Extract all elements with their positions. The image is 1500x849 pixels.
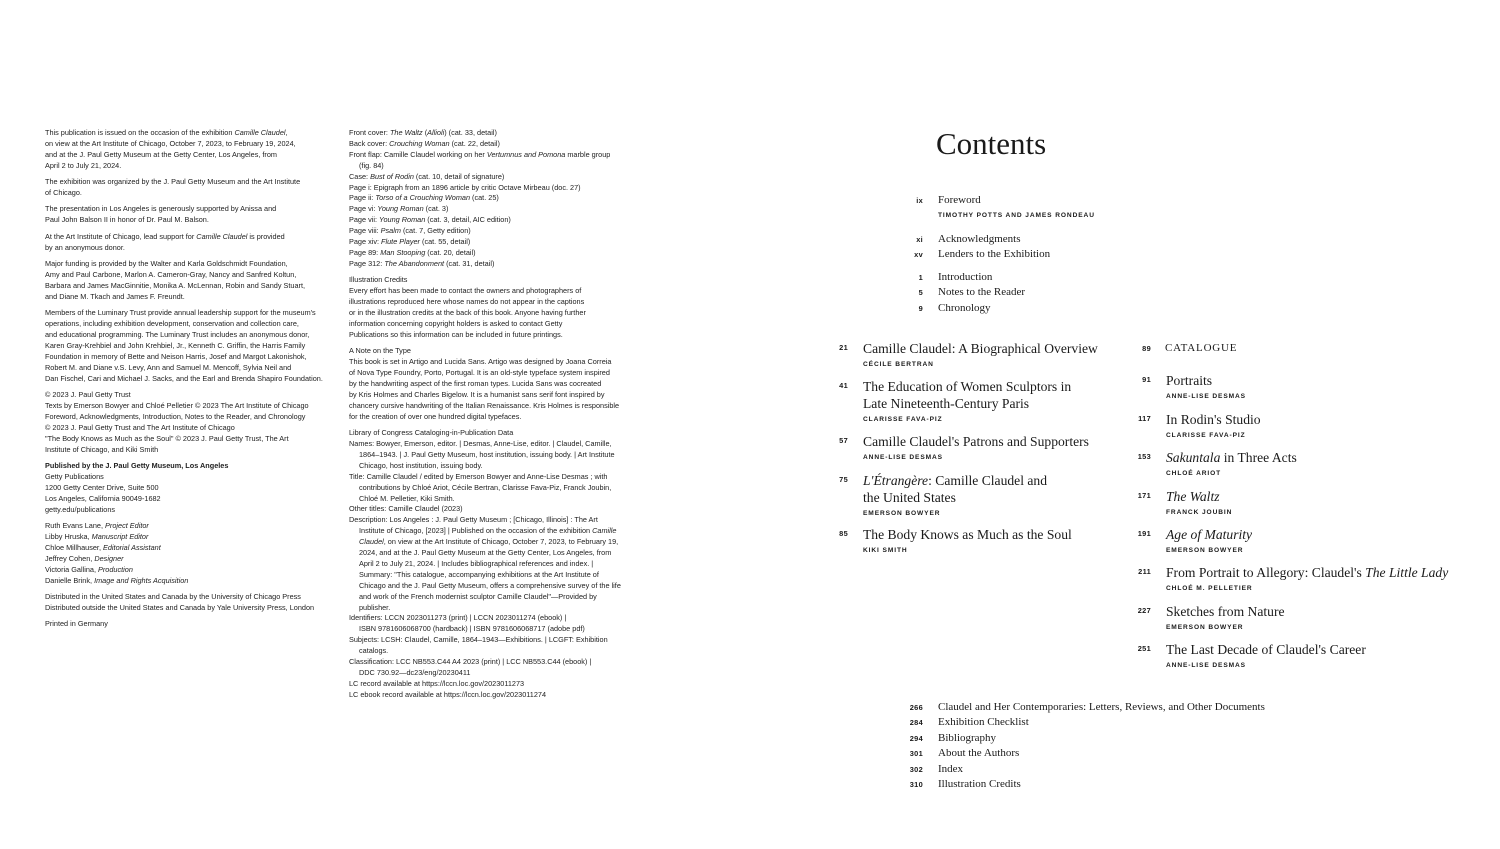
staff-name: Chloe Millhauser,: [45, 542, 103, 552]
type-note: [349, 346, 641, 422]
entry-title: [1166, 449, 1297, 466]
staff-credit: [45, 565, 337, 576]
text: (: [422, 128, 428, 137]
text: Institute of Chicago, [2023] | Published on the occasion of the exhibition: [359, 526, 593, 536]
artwork-title: The Abandonment: [384, 258, 445, 268]
text-line: catalogs.: [359, 646, 389, 656]
staff-name: Jeffrey Cohen,: [45, 553, 95, 563]
artwork-title: The Waltz: [389, 128, 423, 137]
text-line: of Chicago.: [45, 188, 82, 198]
entry-author: EMERSON BOWYER: [863, 510, 941, 517]
page-number: 5: [918, 288, 923, 297]
text-line: chancery cursive handwriting of the Italian Renaissance. Kris Holmes is responsible: [349, 400, 620, 410]
entry-title: Introduction: [938, 271, 993, 283]
luminary-trust-note: [45, 308, 337, 384]
entry-author: CLARISSE FAVA-PIZ: [1166, 432, 1246, 439]
printed-note: [45, 619, 337, 630]
page-number: 91: [1142, 375, 1151, 384]
text-line: 2024, and at the J. Paul Getty Museum at the Getty Center, Los Angeles, from: [359, 548, 612, 558]
text-line: Summary: "This catalogue, accompanying exhibitions at the Art Institute of: [359, 569, 599, 579]
entry-title-line-2: Late Nineteenth-Century Paris: [863, 396, 1030, 411]
text-line: Karen Gray-Krehbiel and John Krehbiel, Jr., Kenneth C. Griffin, the Harris Family: [45, 340, 306, 350]
entry-title-rest: : Camille Claudel and: [928, 473, 1048, 488]
entry-title-line-2: the United States: [863, 490, 956, 505]
entry-title: Index: [938, 763, 964, 775]
entry-title-rest: From Portrait to Allegory: Claudel's: [1166, 565, 1366, 580]
text-line: LC ebook record available at https://lccn.loc.gov/2023011274: [349, 689, 547, 699]
entry-title: [1166, 488, 1220, 505]
page-number: 302: [909, 765, 923, 774]
artwork-title: Bust of Rodin: [370, 171, 414, 181]
text-line: LC record available at https://lccn.loc.gov/2023011273: [349, 678, 525, 688]
contents-title: Contents: [936, 126, 1047, 161]
entry-author: TIMOTHY POTTS AND JAMES RONDEAU: [938, 212, 1095, 219]
section-heading: Illustration Credits: [349, 275, 408, 285]
text: is provided: [247, 231, 285, 241]
page-number: 9: [918, 304, 923, 313]
text-line: operations, including exhibition development, conservation and collection care,: [45, 319, 299, 329]
copyright-notice: [45, 390, 337, 455]
copyright-page-credits: [45, 128, 337, 636]
text-line: Los Angeles, California 90049-1682: [45, 493, 161, 503]
staff-role: Designer: [94, 553, 124, 563]
text: (cat. 20, detail): [425, 247, 476, 257]
entry-title: In Rodin's Studio: [1166, 412, 1261, 427]
text-line: (fig. 84): [359, 160, 384, 170]
publisher-heading: Published by the J. Paul Getty Museum, Los Angeles: [45, 460, 229, 470]
page-number: 1: [918, 273, 923, 282]
text: Page vii:: [349, 215, 380, 225]
text-line: and Diane M. Tkach and James F. Freundt.: [45, 291, 185, 301]
text-line: Description: Los Angeles : J. Paul Getty Museum ; [Chicago, Illinois] : The Art: [349, 515, 598, 525]
major-funding-note: [45, 259, 337, 303]
lead-support-note: [45, 232, 337, 254]
text-line: by Kris Holmes and Charles Bigelow. It is a humanist sans serif font inspired by: [349, 389, 605, 399]
entry-author: FRANCK JOUBIN: [1166, 509, 1233, 516]
exhibition-title: Camille Claudel: [196, 231, 248, 241]
page-number: 211: [1138, 567, 1151, 576]
text-line: April 2 to July 21, 2024. | Includes bibliographical references and index. |: [359, 558, 594, 568]
text: Back cover:: [349, 138, 390, 148]
text-line: Chicago and the J. Paul Getty Museum, offers a comprehensive survey of the life: [359, 580, 621, 590]
staff-credits: [45, 521, 337, 586]
text: Page xiv:: [349, 237, 382, 247]
cip-data: [349, 428, 641, 701]
entry-author: ANNE-LISE DESMAS: [1166, 393, 1246, 400]
text-line: Members of the Luminary Trust provide annual leadership support for the museum's: [45, 308, 316, 318]
text-line: Dan Fischel, Cari and Michael J. Sacks, and the Earl and Brenda Shapiro Foundation.: [45, 373, 323, 383]
staff-role: Image and Rights Acquisition: [94, 575, 189, 585]
text-line: for the creation of over one hundred digital typefaces.: [349, 411, 522, 421]
text-line: publisher.: [359, 602, 391, 612]
text: Page viii:: [349, 226, 381, 236]
text-line: by the handwriting aspect of the first roman types. Lucida Sans was cocreated: [349, 378, 602, 388]
text-line: "The Body Knows as Much as the Soul" © 2023 J. Paul Getty Trust, The Art: [45, 433, 289, 443]
text-line: and work of the French modernist sculptor Camille Claudel"—Provided by: [359, 591, 597, 601]
text-line: Foundation in memory of Bette and Neison Harris, Josef and Margot Lakonishok,: [45, 351, 307, 361]
text: At the Art Institute of Chicago, lead support for: [45, 231, 197, 241]
text-line: illustrations reproduced here whose names do not appear in the captions: [349, 297, 585, 307]
text-line: Distributed in the United States and Canada by the University of Chicago Press: [45, 591, 301, 601]
artwork-title: Crouching Woman: [389, 138, 450, 148]
entry-title: Sketches from Nature: [1166, 604, 1285, 619]
text: Page i: Epigraph from an 1896 article by critic Octave Mirbeau (doc. 27): [349, 182, 581, 192]
entry-title: Bibliography: [938, 732, 997, 744]
artwork-title: Torso of a Crouching Woman: [375, 193, 471, 203]
text-line: information concerning copyright holders is asked to contact Getty: [349, 318, 563, 328]
text-line: Amy and Paul Carbone, Marlon A. Cameron-Gray, Nancy and Sanfred Koltun,: [45, 269, 297, 279]
text: , on view at the Art Institute of Chicago, October 7, 2023, to February 19,: [383, 537, 619, 547]
text-line: Publications so this information can be included in future printings.: [349, 329, 563, 339]
text-line: Chicago, host institution, issuing body.: [359, 460, 483, 470]
exhibition-title: Camille: [592, 526, 617, 536]
artwork-title: Young Roman: [379, 215, 426, 225]
entry-title-italic: Sakuntala: [1166, 450, 1221, 465]
staff-credit: [45, 554, 337, 565]
text: Front flap: Camille Claudel working on her: [349, 149, 487, 159]
text: Page ii:: [349, 193, 376, 203]
text-line: Chloé M. Pelletier, Kiki Smith.: [359, 493, 455, 503]
entry-author: CHLOÉ ARIOT: [1166, 470, 1222, 477]
entry-title-italic: The Waltz: [1166, 489, 1220, 504]
page-number: 41: [839, 381, 848, 390]
text-line: by an anonymous donor.: [45, 242, 125, 252]
entry-title: Chronology: [938, 302, 991, 314]
image-and-catalog-credits: [349, 128, 641, 706]
text-line: Texts by Emerson Bowyer and Chloé Pelletier © 2023 The Art Institute of Chicago: [45, 400, 309, 410]
page-number: 75: [839, 475, 848, 484]
staff-role: Manuscript Editor: [91, 531, 149, 541]
text: (cat. 22, detail): [449, 138, 500, 148]
cover-credits: [349, 128, 641, 270]
text-line: Getty Publications: [45, 471, 104, 481]
page-number: 89: [1142, 344, 1151, 353]
entry-author: ANNE-LISE DESMAS: [1166, 662, 1246, 669]
entry-author: CÉCILE BERTRAN: [863, 361, 934, 368]
page-number: xi: [916, 235, 923, 244]
staff-role: Project Editor: [105, 521, 149, 530]
text-line: contributions by Chloé Ariot, Cécile Bertran, Clarisse Fava-Piz, Franck Joubin,: [359, 482, 612, 492]
page-number: 57: [839, 436, 848, 445]
entry-title-rest: in Three Acts: [1220, 450, 1297, 465]
entry-author: CHLOÉ M. PELLETIER: [1166, 585, 1253, 592]
entry-title: About the Authors: [938, 747, 1020, 759]
entry-title: Acknowledgments: [938, 233, 1021, 245]
text-line: April 2 to July 21, 2024.: [45, 160, 122, 170]
text: (cat. 25): [470, 193, 499, 203]
page-number: 284: [909, 718, 923, 727]
staff-credit: [45, 543, 337, 554]
entry-title: Portraits: [1166, 373, 1213, 388]
page-number: 21: [839, 343, 848, 352]
page-number: 153: [1137, 452, 1151, 461]
entry-title: The Last Decade of Claudel's Career: [1166, 642, 1366, 657]
artwork-title: Allioli: [427, 128, 445, 137]
text-line: The presentation in Los Angeles is generously supported by Anissa and: [45, 204, 277, 214]
text-line: Printed in Germany: [45, 619, 108, 629]
page-number: xv: [914, 250, 923, 259]
staff-credit: [45, 576, 337, 587]
text-line: 1200 Getty Center Drive, Suite 500: [45, 482, 159, 492]
text: Page 89:: [349, 247, 381, 257]
entry-author: ANNE-LISE DESMAS: [863, 454, 943, 461]
text-line: Identifiers: LCCN 2023011273 (print) | LCCN 2023011274 (ebook) |: [349, 613, 567, 623]
text-line: Robert M. and Diane v.S. Levy, Ann and Samuel M. Mencoff, Sylvia Neil and: [45, 362, 292, 372]
text-line: Classification: LCC NB553.C44 A4 2023 (print) | LCC NB553.C44 (ebook) |: [349, 657, 592, 667]
text: (cat. 3): [423, 204, 449, 214]
entry-title-italic: The Little Lady: [1365, 565, 1449, 580]
staff-role: Production: [98, 564, 133, 574]
entry-author: CLARISSE FAVA-PIZ: [863, 416, 943, 423]
entry-title: [863, 472, 1047, 489]
text-line: Other titles: Camille Claudel (2023): [349, 504, 463, 514]
text-line: of Nova Type Foundry, Porto, Portugal. It is an old-style typeface system inspired: [349, 368, 610, 378]
text: Page 312:: [349, 258, 385, 268]
entry-title: [1166, 564, 1448, 581]
staff-credit: [45, 532, 337, 543]
text-line: DDC 730.92—dc23/eng/20230411: [359, 668, 471, 677]
artwork-title: Psalm: [380, 226, 401, 236]
text: (cat. 3, detail, AIC edition): [425, 215, 511, 225]
text: ) (cat. 33, detail): [444, 128, 497, 137]
text-line: Title: Camille Claudel / edited by Emerson Bowyer and Anne-Lise Desmas ; with: [349, 471, 608, 481]
exhibition-title: Claudel: [359, 537, 384, 547]
page-number: 171: [1137, 491, 1151, 500]
text: (cat. 10, detail of signature): [413, 171, 505, 181]
entry-title: The Education of Women Sculptors in: [863, 379, 1072, 394]
artwork-title: Vertumnus and Pomona: [486, 149, 566, 159]
text-line: on view at the Art Institute of Chicago, October 7, 2023, to February 19, 2024,: [45, 138, 296, 148]
section-heading: Library of Congress Cataloging-in-Publication Data: [349, 428, 514, 438]
entry-title: [1166, 526, 1252, 543]
artwork-title: Man Stooping: [380, 247, 426, 257]
entry-title: Camille Claudel's Patrons and Supporters: [863, 434, 1089, 449]
staff-name: Victoria Gallina,: [45, 564, 98, 574]
text: (cat. 31, detail): [444, 258, 495, 268]
distribution-note: [45, 592, 337, 614]
entry-author: EMERSON BOWYER: [1166, 624, 1244, 631]
text-line: Paul John Balson II in honor of Dr. Paul M. Balson.: [45, 215, 209, 225]
page-number: 191: [1137, 529, 1151, 538]
page-number: 310: [909, 780, 923, 789]
section-heading: A Note on the Type: [349, 346, 411, 356]
text-line: © 2023 J. Paul Getty Trust: [45, 390, 131, 400]
entry-title-italic: Age of Maturity: [1166, 527, 1253, 542]
entry-author: EMERSON BOWYER: [1166, 547, 1244, 554]
page-number: 117: [1138, 414, 1151, 423]
text-line: Barbara and James MacGinnitie, Monika A. McLennan, Robin and Sandy Stuart,: [45, 280, 305, 290]
entry-title: Notes to the Reader: [938, 286, 1026, 298]
entry-title: Illustration Credits: [938, 778, 1021, 790]
staff-name: Danielle Brink,: [45, 575, 95, 585]
text-line: and at the J. Paul Getty Museum at the Getty Center, Los Angeles, from: [45, 149, 278, 159]
page-number: 251: [1137, 644, 1151, 653]
text: marble group: [565, 149, 611, 159]
text-line: or in the illustration credits at the back of this book. Anyone having further: [349, 308, 586, 317]
organized-note: [45, 177, 337, 199]
text-line: ISBN 9781606068700 (hardback) | ISBN 9781606068717 (adobe pdf): [359, 624, 585, 634]
entry-title: Claudel and Her Contemporaries: Letters, Reviews, and Other Documents: [938, 701, 1265, 713]
text-line: © 2023 J. Paul Getty Trust and The Art Institute of Chicago: [45, 422, 235, 432]
page-number: 227: [1137, 606, 1151, 615]
text-line: The exhibition was organized by the J. Paul Getty Museum and the Art Institute: [45, 177, 301, 187]
exhibition-note: [45, 128, 337, 172]
entry-title-italic: L'Étrangère: [863, 473, 929, 488]
page-number: 85: [839, 529, 848, 538]
text-line: Foreword, Acknowledgments, Introduction, Notes to the Reader, and Chronology: [45, 411, 306, 421]
page-number: 294: [909, 734, 923, 743]
text-line: Every effort has been made to contact the owners and photographers of: [349, 286, 582, 296]
text: (cat. 7, Getty edition): [400, 226, 471, 236]
page-number: 266: [909, 703, 923, 712]
publisher-url: getty.edu/publications: [45, 504, 116, 514]
text-line: Institute of Chicago, and Kiki Smith: [45, 444, 159, 454]
text: Front cover:: [349, 128, 390, 137]
illustration-credits-note: [349, 275, 641, 340]
text-line: This book is set in Artigo and Lucida Sans. Artigo was designed by Joana Correia: [349, 357, 612, 367]
text: Page vi:: [349, 204, 378, 214]
staff-credit: [45, 521, 337, 532]
page-number: ix: [916, 196, 923, 205]
text-line: Major funding is provided by the Walter and Karla Goldschmidt Foundation,: [45, 259, 288, 269]
entry-title: Exhibition Checklist: [938, 716, 1029, 728]
artwork-title: Flute Player: [381, 237, 420, 247]
entry-title: Foreword: [938, 194, 981, 206]
entry-title: Lenders to the Exhibition: [938, 248, 1051, 260]
text: Case:: [349, 171, 371, 181]
text: This publication is issued on the occasion of the exhibition: [45, 128, 235, 137]
page-number: 301: [909, 749, 923, 758]
exhibition-title: Camille Claudel: [234, 128, 286, 137]
text-line: 1864–1943. | J. Paul Getty Museum, host institution, issuing body. | Art Institute: [359, 449, 615, 459]
entry-author: KIKI SMITH: [863, 547, 908, 554]
staff-role: Editorial Assistant: [103, 542, 161, 552]
text: (cat. 55, detail): [419, 237, 471, 247]
text-line: Subjects: LCSH: Claudel, Camille, 1864–1943—Exhibitions. | LCGFT: Exhibition: [349, 635, 608, 645]
staff-name: Ruth Evans Lane,: [45, 521, 106, 530]
text-line: and educational programming. The Luminary Trust includes an anonymous donor,: [45, 330, 310, 339]
staff-name: Libby Hruska,: [45, 531, 92, 541]
text: ,: [285, 128, 288, 137]
presentation-note: [45, 204, 337, 226]
artwork-title: Young Roman: [377, 204, 424, 214]
catalogue-heading: CATALOGUE: [1165, 342, 1238, 354]
entry-title: The Body Knows as Much as the Soul: [863, 527, 1072, 542]
publisher-info: [45, 461, 337, 516]
text-line: Names: Bowyer, Emerson, editor. | Desmas, Anne-Lise, editor. | Claudel, Camille,: [349, 438, 612, 448]
text-line: Distributed outside the United States and Canada by Yale University Press, London: [45, 602, 315, 612]
entry-title: Camille Claudel: A Biographical Overview: [863, 341, 1098, 356]
